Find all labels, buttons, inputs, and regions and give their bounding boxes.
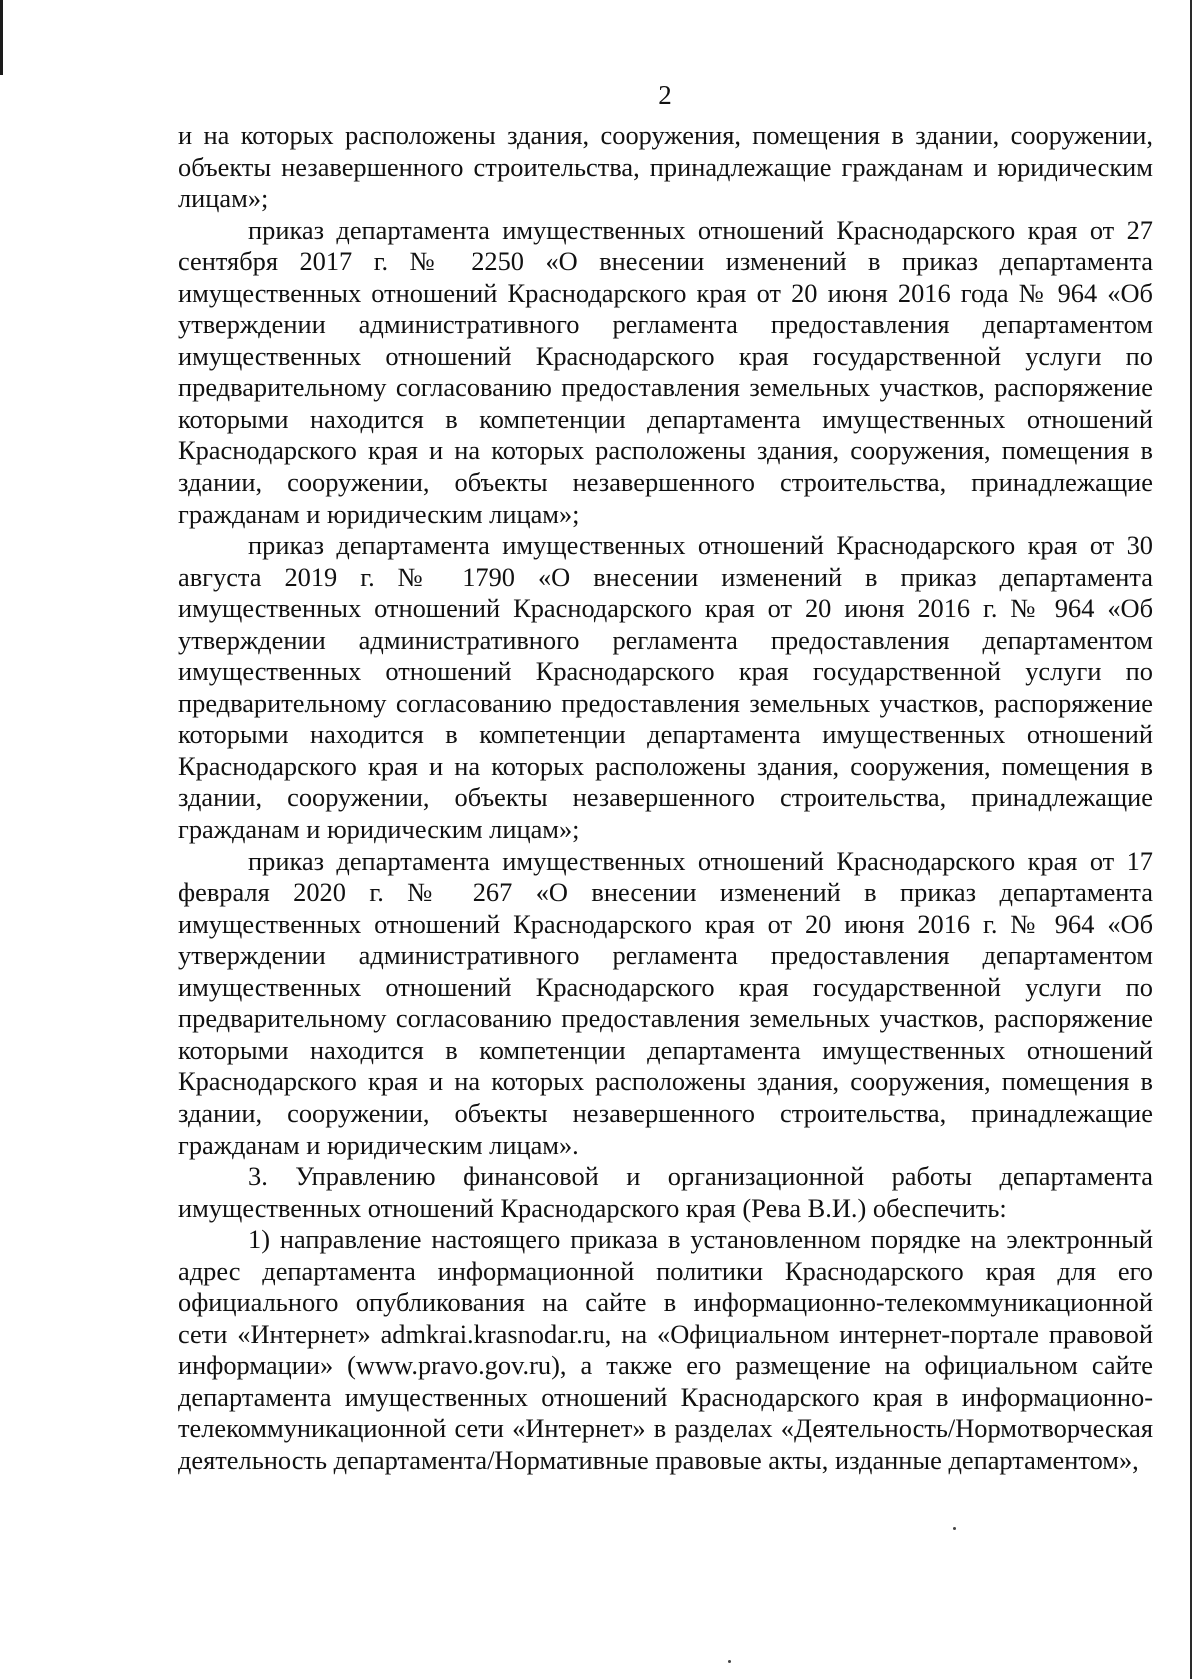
scan-edge-left [0,0,3,75]
scan-speck [728,1660,731,1663]
paragraph-item-3: 3. Управлению финансовой и организационной работы департамента имущественных отношений Краснодарского края (Рева В.И.) обеспечить: [178,1161,1153,1223]
document-body [178,120,1153,1477]
paragraph-order-2017: приказ департамента имущественных отношений Краснодарского края от 27 сентября 2017 г. № 2250 «О внесении изменений в приказ департамента имущественных отношений Краснодарского края от 20 июня 2016 года № 964 «Об утверждении административного регламента предоставления департаментом имущественных отношений Краснодарского края государственной услуги по предварительному согласованию предоставления земельных участков, распоряжение которыми находится в компетенции департамента имущественных отношений Краснодарского края и на которых расположены здания, сооружения, помещения в здании, сооружении, объекты незавершенного строительства, принадлежащие гражданам и юридическим лицам»; [178,214,1153,529]
paragraph-order-2019: приказ департамента имущественных отношений Краснодарского края от 30 августа 2019 г. № 1790 «О внесении изменений в приказ департамента имущественных отношений Краснодарского края от 20 июня 2016 г. № 964 «Об утверждении административного регламента предоставления департаментом имущественных отношений Краснодарского края государственной услуги по предварительному согласованию предоставления земельных участков, распоряжение которыми находится в компетенции департамента имущественных отношений Краснодарского края и на которых расположены здания, сооружения, помещения в здании, сооружении, объекты незавершенного строительства, принадлежащие гражданам и юридическим лицам»; [178,530,1153,845]
paragraph-order-2020: приказ департамента имущественных отношений Краснодарского края от 17 февраля 2020 г. № 267 «О внесении изменений в приказ департамента имущественных отношений Краснодарского края от 20 июня 2016 г. № 964 «Об утверждении административного регламента предоставления департаментом имущественных отношений Краснодарского края государственной услуги по предварительному согласованию предоставления земельных участков, распоряжение которыми находится в компетенции департамента имущественных отношений Краснодарского края и на которых расположены здания, сооружения, помещения в здании, сооружении, объекты незавершенного строительства, принадлежащие гражданам и юридическим лицам». [178,845,1153,1160]
paragraph-continuation: и на которых расположены здания, сооружения, помещения в здании, сооружении, объекты незавершенного строительства, принадлежащие гражданам и юридическим лицам»; [178,120,1153,214]
page-number: 2 [658,80,672,110]
scan-speck [953,1527,956,1530]
scan-edge-right [1190,0,1192,1679]
paragraph-subitem-1: 1) направление настоящего приказа в установленном порядке на электронный адрес департамента информационной политики Краснодарского края для его официального опубликования на сайте в информационно-телекоммуникационной сети «Интернет» admkrai.krasnodar.ru, на «Официальном интернет-портале правовой информации» (www.pravo.gov.ru), а также его размещение на официальном сайте департамента имущественных отношений Краснодарского края в информационно-телекоммуникационной сети «Интернет» в разделах «Деятельность/Нормотворческая деятельность департамента/Нормативные правовые акты, изданные департаментом», [178,1224,1153,1475]
